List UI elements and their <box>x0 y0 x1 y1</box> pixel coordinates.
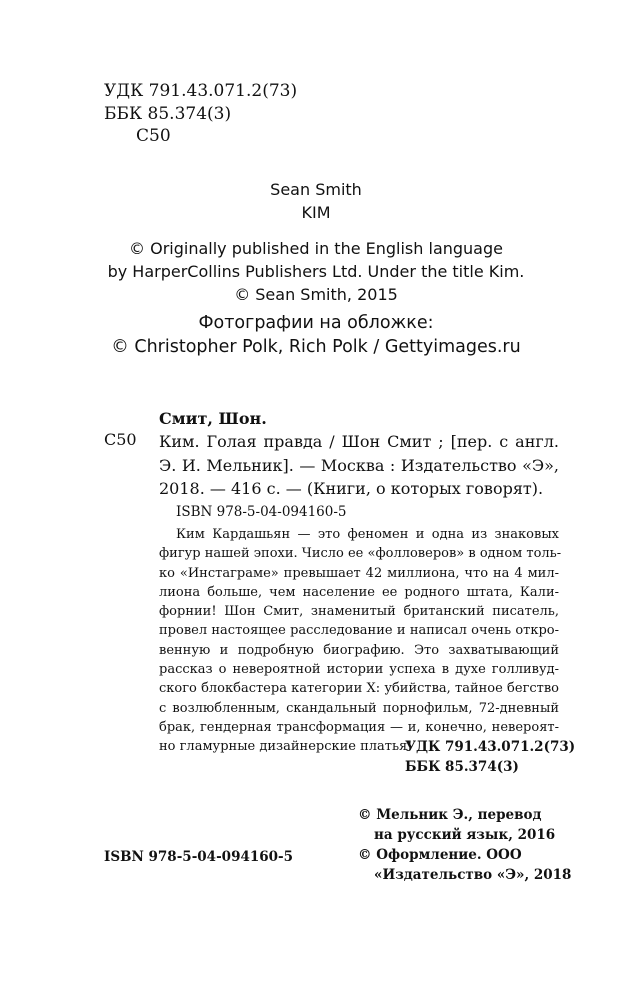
original-title: KIM <box>301 203 331 222</box>
cover-photo-credits <box>0 311 632 359</box>
copyright-line: © Оформление. ООО <box>358 847 522 863</box>
credit-line: by HarperCollins Publishers Ltd. Under the title Kim. <box>107 262 525 281</box>
copyright-line: «Издательство «Э», 2018 <box>374 867 572 883</box>
annotation-line: фигур нашей эпохи. Число ее «фолловеров» в одном толь- <box>159 546 562 562</box>
annotation-line: венную и подробную биографию. Это захватывающий <box>159 642 559 658</box>
annotation-line: Ким Кардашьян — это феномен и одна из знаковых <box>176 527 559 542</box>
annotation-line: но гламурные дизайнерские платья! <box>159 739 413 755</box>
annotation-line: с возлюбленным, скандальный порнофильм, 72-дневный <box>159 700 559 716</box>
annotation-line: брак, гендерная трансформация — и, конечно, невероят- <box>159 719 559 735</box>
udk-code: УДК 791.43.071.2(73) <box>104 81 298 101</box>
annotation-line: провел настоящее расследование и написал очень откро- <box>159 623 559 639</box>
catalog-citation <box>159 430 559 501</box>
citation-line: 2018. — 416 с. — (Книги, о которых говорят). <box>159 479 544 498</box>
annotation-line: форнии! Шон Смит, знаменитый британский писатель, <box>159 604 559 620</box>
top-classification-codes <box>104 80 297 148</box>
credit-line: © Originally published in the English language <box>129 239 503 258</box>
catalog-cutter-code: С50 <box>104 430 137 449</box>
credit-line: © Sean Smith, 2015 <box>234 285 398 304</box>
copyright-line: © Мельник Э., перевод <box>358 807 542 823</box>
annotation-line: лиона больше, чем население ее родного штата, Кали- <box>159 584 559 600</box>
bottom-isbn: ISBN 978-5-04-094160-5 <box>104 849 294 865</box>
original-publication-credits <box>0 237 632 306</box>
udk-code: УДК 791.43.071.2(73) <box>405 739 576 755</box>
catalog-isbn: ISBN 978-5-04-094160-5 <box>176 504 347 520</box>
cover-photo-heading: Фотографии на обложке: <box>198 313 434 333</box>
cover-photo-credit: © Christopher Polk, Rich Polk / Gettyimages.ru <box>111 337 521 357</box>
citation-line: Э. И. Мельник]. — Москва : Издательство «Э», <box>159 455 559 475</box>
annotation-line: ко «Инстаграме» превышает 42 миллиона, что на 4 мил- <box>159 565 559 581</box>
foreign-title-block <box>0 178 632 224</box>
copyright-line: на русский язык, 2016 <box>374 827 556 843</box>
original-author: Sean Smith <box>270 180 362 199</box>
catalog-author-heading: Смит, Шон. <box>159 409 267 428</box>
cutter-code: С50 <box>136 126 171 146</box>
bbk-code: ББК 85.374(3) <box>104 103 232 124</box>
citation-line: Ким. Голая правда / Шон Смит ; [пер. с англ. <box>159 432 559 451</box>
bbk-code: ББК 85.374(3) <box>405 758 519 775</box>
annotation-line: ского блокбастера категории X: убийства, тайное бегство <box>159 681 559 697</box>
annotation-line: рассказ о невероятной истории успеха в духе голливуд- <box>159 662 559 678</box>
bottom-classification-codes <box>405 738 575 777</box>
copyright-notices <box>358 805 571 885</box>
book-annotation <box>159 525 562 757</box>
